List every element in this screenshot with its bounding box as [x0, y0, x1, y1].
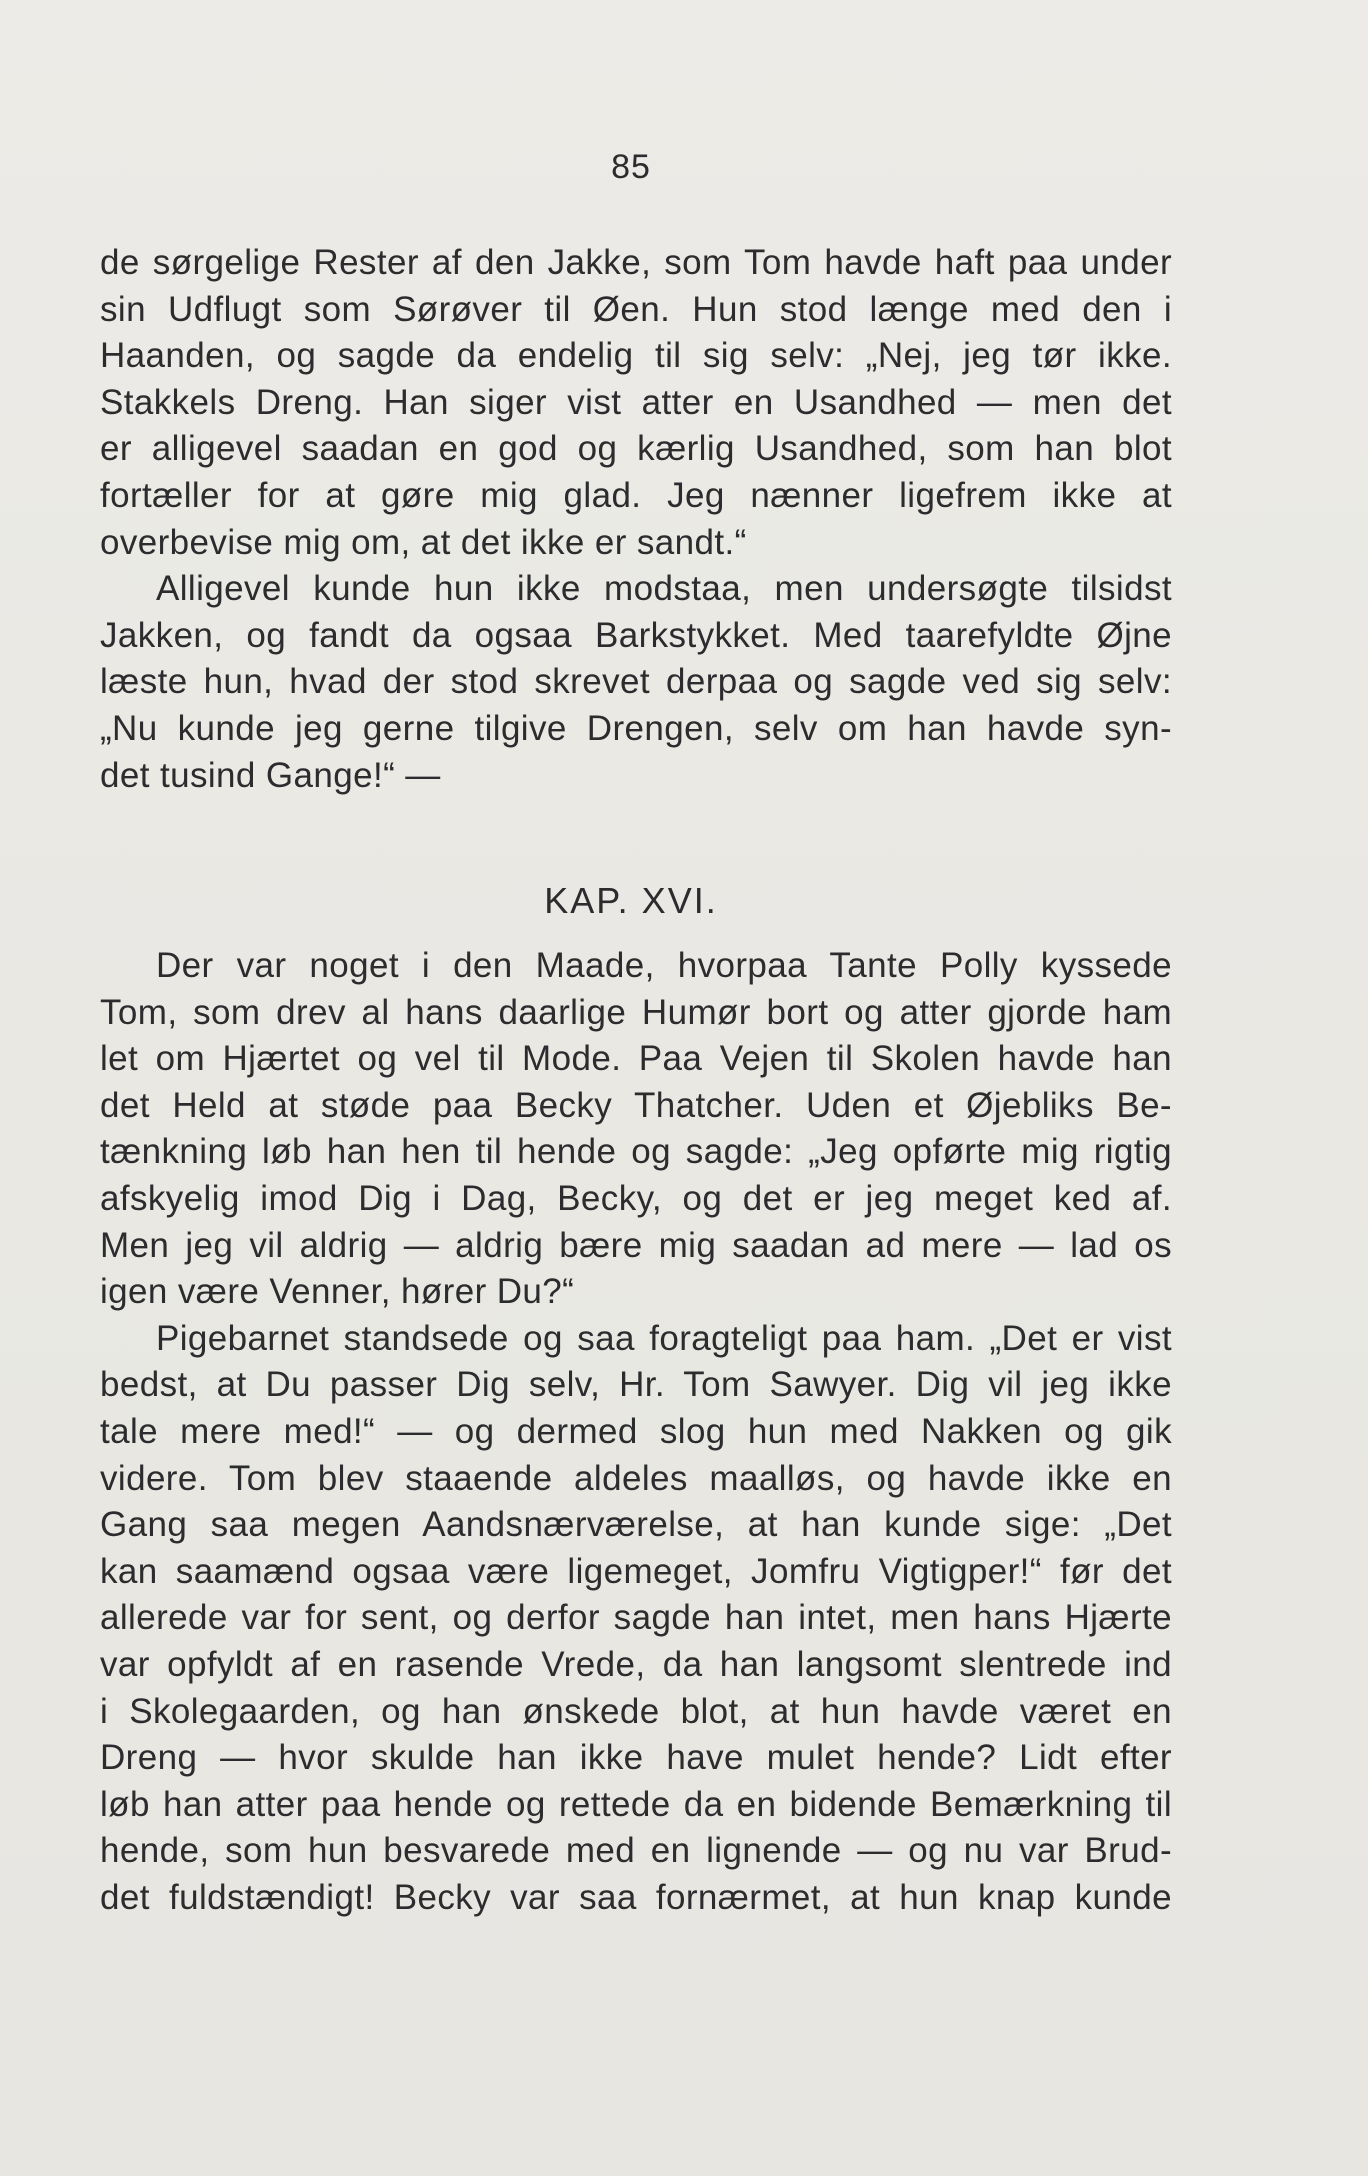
text-line: Der var noget i den Maade, hvorpaa Tante Polly kyssede: [156, 946, 1172, 985]
text-line: Gang saa megen Aandsnærværelse, at han kunde sige: „Det: [100, 1505, 1172, 1545]
text-line: igen være Venner, hører Du?“: [100, 1272, 575, 1312]
text-line: hende, som hun besvarede med en lignende — og nu var Brud-: [100, 1831, 1172, 1871]
text-line: kan saamænd ogsaa være ligemeget, Jomfru Vigtigper!“ før det: [100, 1551, 1172, 1591]
page-number: 85: [611, 148, 651, 186]
text-line: allerede var for sent, og derfor sagde han intet, men hans Hjærte: [100, 1598, 1172, 1638]
text-line: overbevise mig om, at det ikke er sandt.“: [100, 522, 747, 562]
text-line: „Nu kunde jeg gerne tilgive Drengen, selv om han havde syn-: [100, 708, 1172, 748]
text-line: det fuldstændigt! Becky var saa fornærmet, at hun knap kunde: [100, 1877, 1172, 1917]
text-line: let om Hjærtet og vel til Mode. Paa Vejen til Skolen havde han: [100, 1039, 1172, 1079]
text-line: løb han atter paa hende og rettede da en bidende Bemærkning til: [100, 1784, 1172, 1824]
text-line: Tom, som drev al hans daarlige Humør bort og atter gjorde ham: [100, 992, 1172, 1032]
text-line: det Held at støde paa Becky Thatcher. Uden et Øjebliks Be-: [100, 1085, 1172, 1125]
text-line: videre. Tom blev staaende aldeles maalløs, og havde ikke en: [100, 1458, 1172, 1498]
text-line: det tusind Gange!“ —: [100, 755, 441, 795]
chapter-heading: KAP. XVI.: [544, 880, 718, 921]
text-line: Haanden, og sagde da endelig til sig selv: „Nej, jeg tør ikke.: [100, 336, 1172, 376]
text-line: læste hun, hvad der stod skrevet derpaa og sagde ved sig selv:: [100, 662, 1172, 702]
text-line: i Skolegaarden, og han ønskede blot, at hun havde været en: [100, 1691, 1172, 1731]
text-line: Dreng — hvor skulde han ikke have mulet hende? Lidt efter: [100, 1738, 1172, 1778]
text-line: sin Udflugt som Sørøver til Øen. Hun stod længe med den i: [100, 289, 1172, 329]
text-line: tale mere med!“ — og dermed slog hun med Nakken og gik: [100, 1411, 1172, 1451]
text-line: var opfyldt af en rasende Vrede, da han langsomt slentrede ind: [100, 1644, 1172, 1684]
text-line: Jakken, og fandt da ogsaa Barkstykket. Med taarefyldte Øjne: [100, 615, 1172, 655]
text-line: Pigebarnet standsede og saa foragteligt paa ham. „Det er vist: [156, 1318, 1172, 1358]
text-line: Alligevel kunde hun ikke modstaa, men undersøgte tilsidst: [156, 569, 1172, 609]
text-line: de sørgelige Rester af den Jakke, som Tom havde haft paa under: [100, 243, 1172, 282]
text-line: bedst, at Du passer Dig selv, Hr. Tom Sawyer. Dig vil jeg ikke: [100, 1365, 1172, 1405]
text-line: fortæller for at gøre mig glad. Jeg nænner ligefrem ikke at: [100, 475, 1172, 515]
text-before-chapter: [100, 240, 1172, 799]
text-line: afskyelig imod Dig i Dag, Becky, og det er jeg meget ked af.: [100, 1178, 1172, 1218]
text-after-chapter: [100, 943, 1172, 1921]
text-line: er alligevel saadan en god og kærlig Usandhed, som han blot: [100, 429, 1172, 469]
text-line: Men jeg vil aldrig — aldrig bære mig saadan ad mere — lad os: [100, 1225, 1172, 1265]
text-line: Stakkels Dreng. Han siger vist atter en Usandhed — men det: [100, 382, 1172, 422]
text-line: tænkning løb han hen til hende og sagde: „Jeg opførte mig rigtig: [100, 1132, 1172, 1172]
